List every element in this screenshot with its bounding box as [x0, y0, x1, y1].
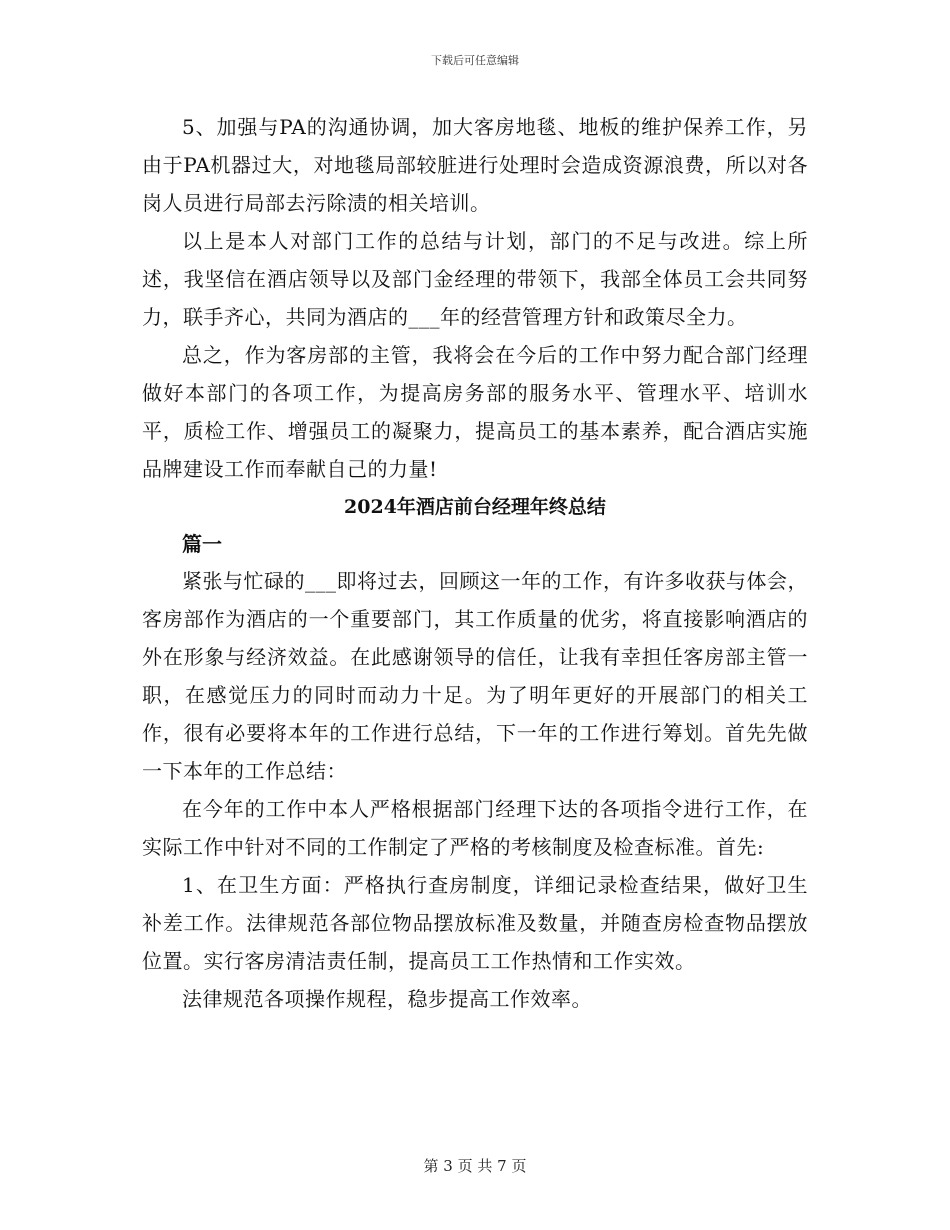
document-body: [142, 108, 808, 1018]
paragraph-conclusion: 总之，作为客房部的主管，我将会在今后的工作中努力配合部门经理做好本部门的各项工作，为提高房务部的服务水平、管理水平、培训水平，质检工作、增强员工的凝聚力，提高员工的基本素养，配合酒店实施品牌建设工作而奉献自己的力量!: [142, 343, 808, 481]
paragraph-hygiene: 1、在卫生方面：严格执行查房制度，详细记录检查结果，做好卫生补差工作。法律规范各部位物品摆放标准及数量，并随查房检查物品摆放位置。实行客房清洁责任制，提高员工工作热情和工作实效。: [142, 873, 808, 973]
paragraph-pa-maintenance: 5、加强与PA的沟通协调，加大客房地毯、地板的维护保养工作，另由于PA机器过大，对地毯局部较脏进行处理时会造成资源浪费，所以对各岗人员进行局部去污除渍的相关培训。: [142, 115, 808, 215]
page-header-note: 下载后可任意编辑: [431, 54, 519, 67]
section-heading: 篇一: [182, 532, 222, 556]
page-number: 第 3 页 共 7 页: [423, 1157, 527, 1175]
paragraph-intro: 紧张与忙碌的___即将过去，回顾这一年的工作，有许多收获与体会，客房部作为酒店的一个重要部门，其工作质量的优劣，将直接影响酒店的外在形象与经济效益。在此感谢领导的信任，让我有幸担任客房部主管一职，在感觉压力的同时而动力十足。为了明年更好的开展部门的相关工作，很有必要将本年的工作进行总结，下一年的工作进行筹划。首先先做一下本年的工作总结：: [142, 569, 808, 783]
paragraph-procedures: 法律规范各项操作规程，稳步提高工作效率。: [182, 987, 592, 1011]
paragraph-summary-plan: 以上是本人对部门工作的总结与计划，部门的不足与改进。综上所述，我坚信在酒店领导以及部门金经理的带领下，我部全体员工会共同努力，联手齐心，共同为酒店的___年的经营管理方针和政策尽全力。: [142, 229, 808, 329]
paragraph-standards: 在今年的工作中本人严格根据部门经理下达的各项指令进行工作，在实际工作中针对不同的工作制定了严格的考核制度及检查标准。首先:: [142, 797, 808, 859]
document-title: 2024年酒店前台经理年终总结: [344, 496, 606, 518]
